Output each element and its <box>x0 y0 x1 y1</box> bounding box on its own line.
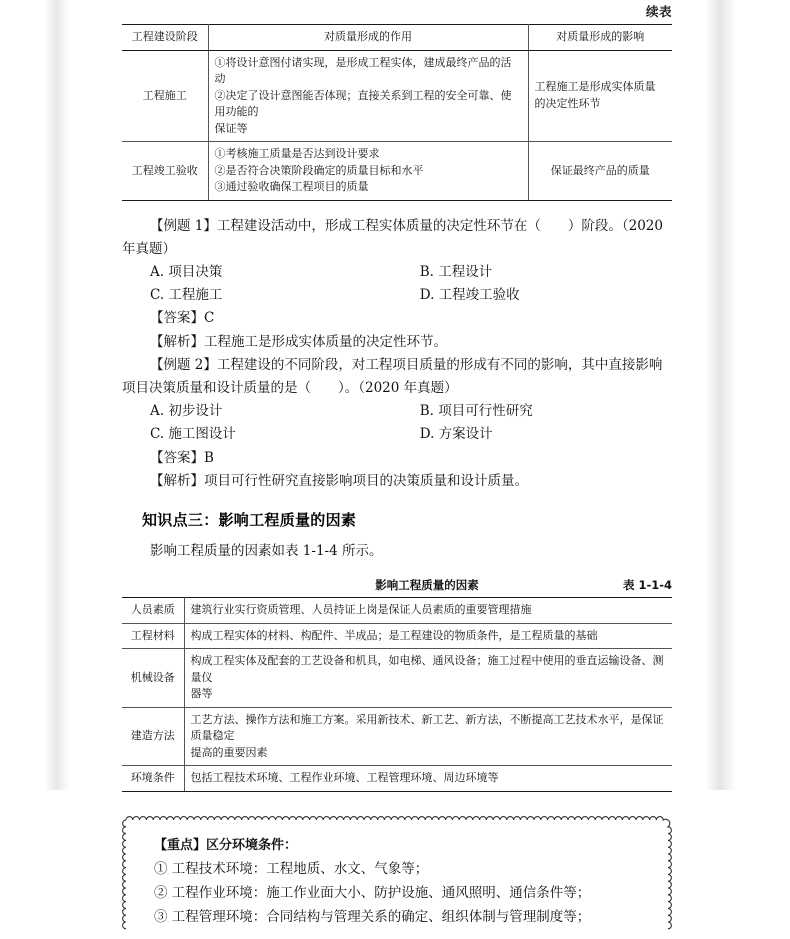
key-point-item: ① 工程技术环境：工程地质、水文、气象等； <box>154 860 429 877</box>
section-heading-knowledge-point-3: 知识点三：影响工程质量的因素 <box>142 511 357 530</box>
cell-desc-materials: 构成工程实体的材料、构配件、半成品；是工程建设的物质条件，是工程质量的基础 <box>184 623 672 649</box>
cell-line: ②决定了设计意图能否体现；直接关系到工程的安全可靠、使用功能的 <box>214 88 512 118</box>
cell-desc-methods <box>184 707 672 766</box>
example2-option-b[interactable]: B. 项目可行性研究 <box>419 403 533 420</box>
example2-analysis: 【解析】项目可行性研究直接影响项目的决策质量和设计质量。 <box>150 472 528 489</box>
key-point-box-content <box>122 816 672 939</box>
cell-line: 构成工程实体及配套的工艺设备和机具，如电梯、通风设备；施工过程中使用的垂直运输设备、测量仪 <box>190 654 664 684</box>
cell-influence-acceptance: 保证最终产品的质量 <box>528 142 672 201</box>
example1-option-b[interactable]: B. 工程设计 <box>419 263 493 280</box>
table-header-row <box>122 25 672 51</box>
cell-line: ②是否符合决策阶段确定的质量目标和水平 <box>214 163 424 177</box>
cell-desc-environment: 包括工程技术环境、工程作业环境、工程管理环境、周边环境等 <box>184 766 672 792</box>
table-row <box>122 649 672 708</box>
example2-options-row-1 <box>122 400 672 423</box>
cell-line: 工程施工是形成实体质量 <box>534 80 656 94</box>
table-row <box>122 707 672 766</box>
column-header-effect: 对质量形成的作用 <box>208 25 528 51</box>
table-row <box>122 142 672 201</box>
cell-line: ③通过验收确保工程项目的质量 <box>214 180 369 193</box>
key-point-box-title: 【重点】区分环境条件： <box>154 837 298 853</box>
example1-option-a[interactable]: A. 项目决策 <box>150 263 223 280</box>
cell-factor-materials: 工程材料 <box>122 623 184 649</box>
key-point-box <box>122 816 672 939</box>
table-row <box>122 766 672 792</box>
example2-option-c[interactable]: C. 施工图设计 <box>150 426 236 443</box>
cell-factor-environment: 环境条件 <box>122 766 184 792</box>
continued-quality-stages-table <box>122 24 672 201</box>
quality-factors-table <box>122 597 672 792</box>
factors-table-caption <box>122 577 672 595</box>
example1-answer: 【答案】C <box>150 310 215 327</box>
cell-line: ①将设计意图付诸实现，是形成工程实体，建成最终产品的活动 <box>214 55 512 85</box>
example1-stem-line2: 年真题） <box>122 240 176 257</box>
example2-stem-line2: 项目决策质量和设计质量的是（ ）。（2020 年真题） <box>122 380 458 397</box>
example2-stem-line1: 【例题 2】工程建设的不同阶段，对工程项目质量的形成有不同的影响，其中直接影响 <box>150 356 663 373</box>
example1-analysis: 【解析】工程施工是形成实体质量的决定性环节。 <box>150 333 447 350</box>
cell-factor-methods: 建造方法 <box>122 707 184 766</box>
cell-line: 工艺方法、操作方法和施工方案。采用新技术、新工艺、新方法，不断提高工艺技术水平，是保证质量稳定 <box>190 712 664 743</box>
cell-effect-acceptance <box>208 142 528 201</box>
cell-line: ①考核施工质量是否达到设计要求 <box>214 147 380 160</box>
page-content-column <box>122 0 672 939</box>
example1-options-row-2 <box>122 284 672 307</box>
example1-option-d[interactable]: D. 工程竣工验收 <box>419 287 520 304</box>
example1-option-c[interactable]: C. 工程施工 <box>150 287 223 304</box>
cell-line: 保证等 <box>214 121 248 135</box>
factors-table-caption-number: 表 1-1-4 <box>622 578 672 593</box>
cell-factor-machinery: 机械设备 <box>122 649 184 708</box>
cell-factor-personnel: 人员素质 <box>122 598 184 624</box>
cell-desc-personnel: 建筑行业实行资质管理、人员持证上岗是保证人员素质的重要管理措施 <box>184 598 672 624</box>
key-point-item: ③ 工程管理环境：合同结构与管理关系的确定、组织体制与管理制度等； <box>154 909 591 925</box>
table-row <box>122 623 672 649</box>
key-point-item: ② 工程作业环境：施工作业面大小、防护设施、通风照明、通信条件等； <box>154 884 591 901</box>
cell-line: 的决定性环节 <box>534 96 601 110</box>
column-header-stage: 工程建设阶段 <box>122 25 208 51</box>
cell-desc-machinery <box>184 649 672 708</box>
continued-table-label: 续表 <box>645 4 672 19</box>
column-header-influence: 对质量形成的影响 <box>528 25 672 51</box>
factors-table-caption-title: 影响工程质量的因素 <box>375 578 479 593</box>
cell-stage-construction: 工程施工 <box>122 50 208 142</box>
cell-line: 提高的重要因素 <box>190 745 268 759</box>
example2-option-a[interactable]: A. 初步设计 <box>150 403 223 420</box>
cell-line: 器等 <box>190 687 213 701</box>
example1-stem-line1: 【例题 1】工程建设活动中，形成工程实体质量的决定性环节在（ ）阶段。（2020 <box>150 217 663 234</box>
example2-options-row-2 <box>122 423 672 446</box>
section-intro-text: 影响工程质量的因素如表 1-1-4 所示。 <box>150 543 383 560</box>
table-row <box>122 50 672 142</box>
cell-effect-construction <box>208 50 528 142</box>
cell-influence-construction <box>528 50 672 142</box>
example1-options-row-1 <box>122 261 672 284</box>
example2-option-d[interactable]: D. 方案设计 <box>419 426 493 443</box>
cell-stage-acceptance: 工程竣工验收 <box>122 142 208 201</box>
table-row <box>122 598 672 624</box>
example2-answer: 【答案】B <box>150 449 214 466</box>
